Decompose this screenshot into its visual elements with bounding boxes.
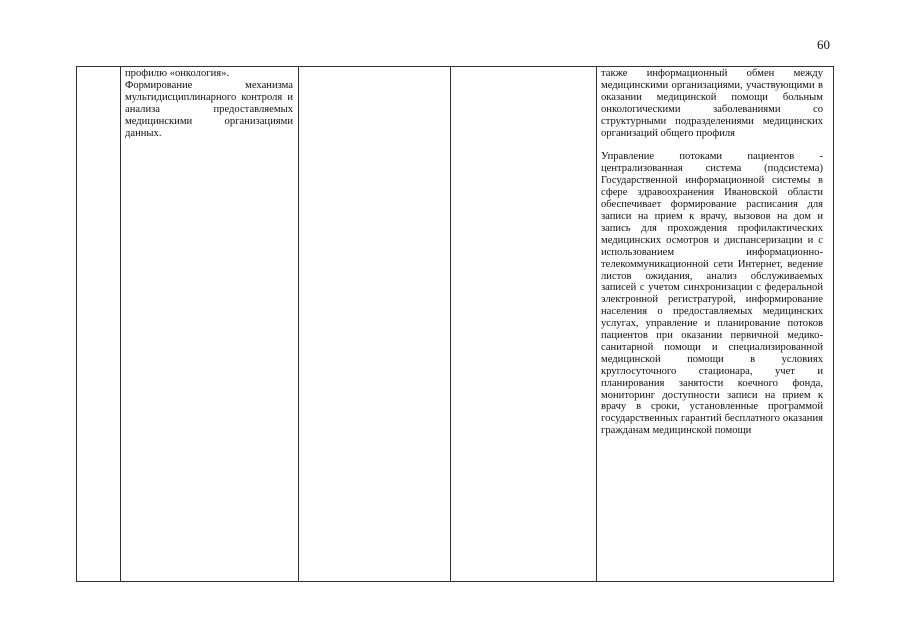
table [76, 66, 834, 582]
column-divider [298, 67, 299, 581]
cell-paragraph: Управление потоками пациентов - централизованная система (подсистема) Государственной информационной системы в сфере здравоохранения Ивановской области обеспечивает формирование расписания для записи на прием к врачу, вызовов на дом и запись для прохождения профилактических медицинских осмотров и диспансеризации и с использованием информационно-телекоммуникационной сети Интернет, ведение листов ожидания, анализ обслуживаемых записей с учетом синхронизации с федеральной электронной регистратурой, информирование населения о предоставляемых медицинских услугах, управление и планирование потоков пациентов при оказании первичной медико-санитарной помощи и специализированной медицинской помощи в условиях круглосуточного стационара, учет и планирования занятости коечного фонда, мониторинг доступности записи на прием к врачу в сроки, установленные программой государственных гарантий бесплатного оказания гражданам медицинской помощи [601, 151, 823, 437]
page-number: 60 [817, 37, 830, 52]
column-divider [450, 67, 451, 581]
cell-paragraph: также информационный обмен между медицинскими организациями, участвующими в оказании медицинской помощи больным онкологическими заболеваниями со структурными подразделениями медицинских организаций общего профиля [601, 68, 823, 139]
table-cell-col6 [601, 68, 823, 437]
table-cell-col2 [125, 68, 293, 139]
column-divider [120, 67, 121, 581]
column-divider [596, 67, 597, 581]
cell-paragraph: профилю «онкология». [125, 68, 230, 79]
cell-paragraph: Формирование механизма мультидисциплинарного контроля и анализа предоставляемых медицинскими организациями данных. [125, 79, 293, 139]
